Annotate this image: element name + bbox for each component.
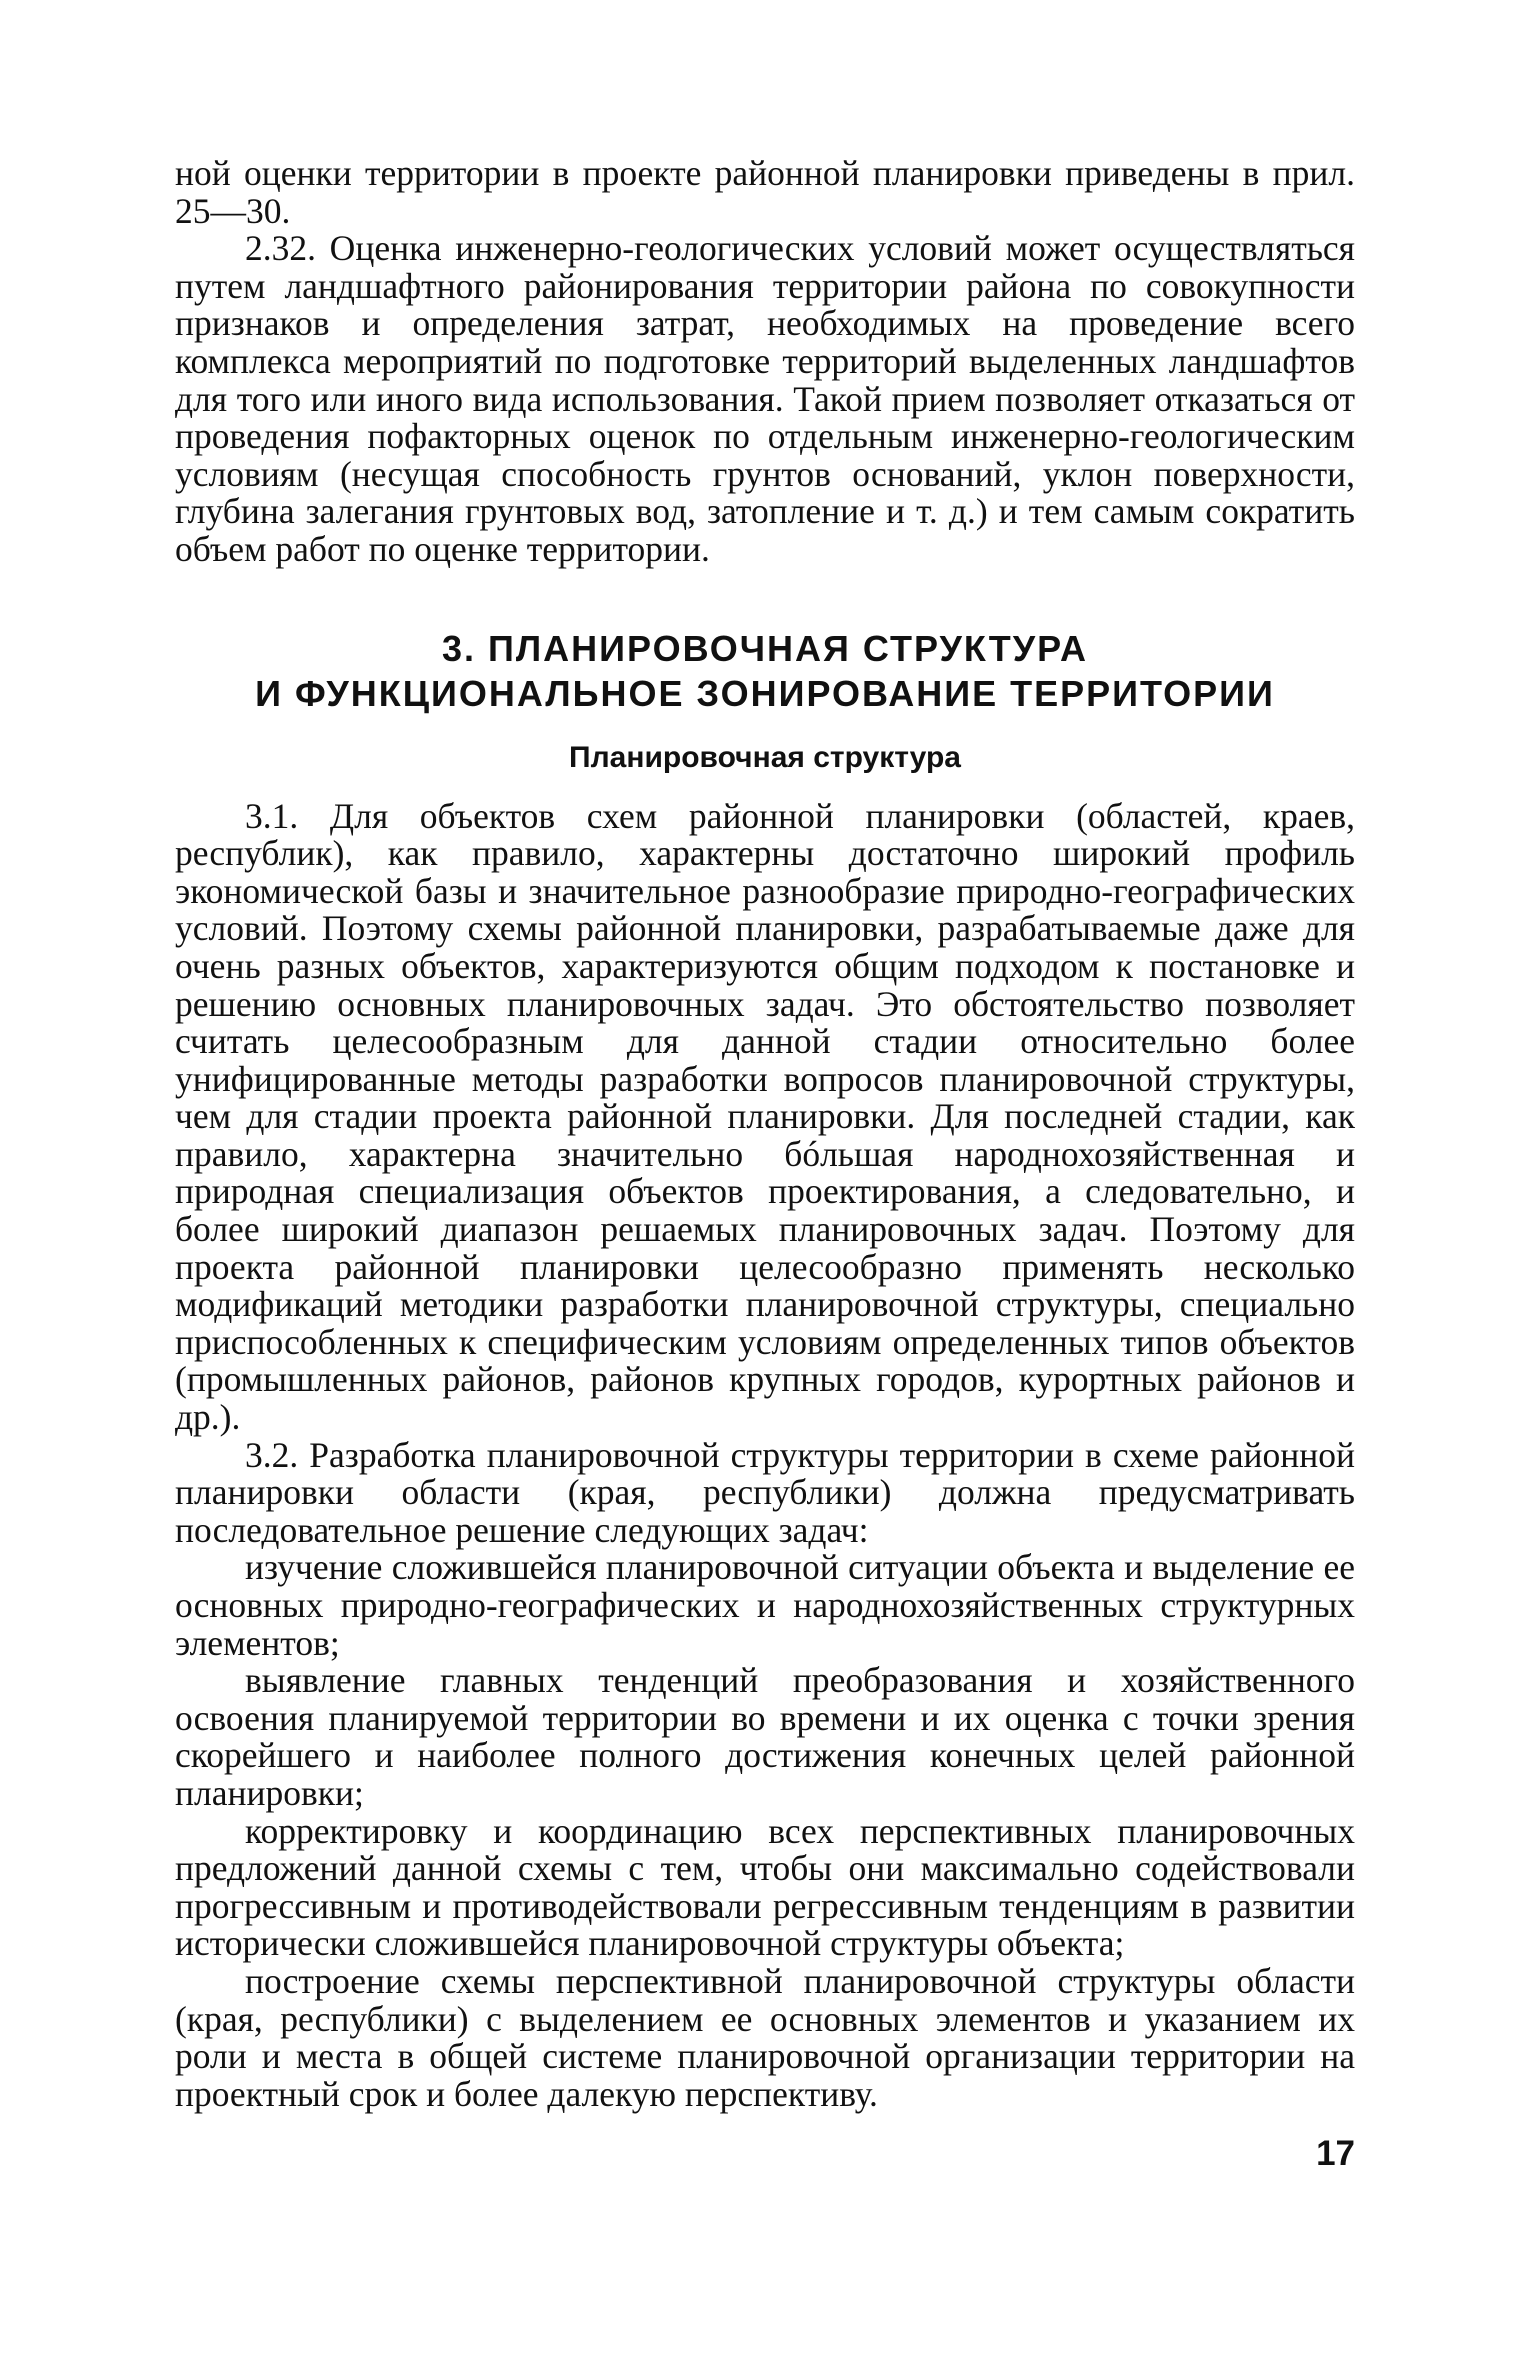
paragraph-3-1: 3.1. Для объектов схем районной планировки (областей, краев, республик), как правило, характерны достаточно широкий профиль экономической базы и значительное разнообразие природно-географических условий. Поэтому схемы районной планировки, разрабатываемые даже для очень разных объектов, характеризуются общим подходом к постановке и решению основных планировочных задач. Это обстоятельство позволяет считать целесообразным для данной стадии относительно более унифицированные методы разработки вопросов планировочной структуры, чем для стадии проекта районной планировки. Для последней стадии, как правило, характерна значительно бóльшая народнохозяйственная и природная специализация объектов проектирования, а следовательно, и более широкий диапазон решаемых планировочных задач. Поэтому для проекта районной планировки целесообразно применять несколько модификаций методики разработки планировочной структуры, специально приспособленных к специфическим условиям определенных типов объектов (промышленных районов, районов крупных городов, курортных районов и др.).: [175, 795, 1355, 1438]
task-item-3: корректировку и координацию всех перспективных планировочных предложений данной схемы с тем, чтобы они максимально содействовали прогрессивным и противодействовали регрессивным тенденциям в развитии исторически сложившейся планировочной структуры объекта;: [175, 1810, 1355, 1964]
page-number: 17: [1316, 2134, 1355, 2173]
paragraph-2-32: 2.32. Оценка инженерно-геологических условий может осуществляться путем ландшафтного районирования территории района по совокупности признаков и определения затрат, необходимых на проведение всего комплекса мероприятий по подготовке территорий выделенных ландшафтов для того или иного вида использования. Такой прием позволяет отказаться от проведения пофакторных оценок по отдельным инженерно-геологическим условиям (несущая способность грунтов оснований, уклон поверхности, глубина залегания грунтовых вод, затопление и т. д.) и тем самым сократить объем работ по оценке территории.: [175, 228, 1355, 569]
paragraph-3-2: 3.2. Разработка планировочной структуры территории в схеме районной планировки области (края, республики) должна предусматривать последовательное решение следующих задач:: [175, 1434, 1355, 1550]
page-body: [175, 155, 1355, 2113]
task-item-2: выявление главных тенденций преобразования и хозяйственного освоения планируемой территории во времени и их оценка с точки зрения скорейшего и наиболее полного достижения конечных целей районной планировки;: [175, 1660, 1355, 1813]
task-item-1: изучение сложившейся планировочной ситуации объекта и выделение ее основных природно-географических и народнохозяйственных структурных элементов;: [175, 1547, 1355, 1663]
section-heading: [175, 626, 1355, 716]
task-item-4: построение схемы перспективной планировочной структуры области (края, республики) с выделением ее основных элементов и указанием их роли и места в общей системе планировочной организации территории на проектный срок и более далекую перспективу.: [175, 1960, 1355, 2114]
paragraph-continuation: ной оценки территории в проекте районной планировки приведены в прил. 25—30.: [175, 153, 1355, 231]
section-heading-line-2: И ФУНКЦИОНАЛЬНОЕ ЗОНИРОВАНИЕ ТЕРРИТОРИИ: [255, 672, 1275, 714]
subsection-heading: Планировочная структура: [569, 740, 961, 774]
section-heading-line-1: 3. ПЛАНИРОВОЧНАЯ СТРУКТУРА: [442, 627, 1088, 669]
